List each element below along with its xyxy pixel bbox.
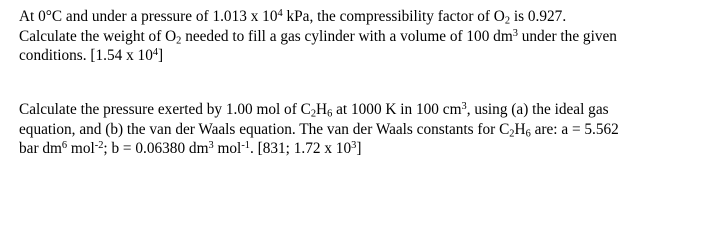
problem-2-line-2: equation, and (b) the van der Waals equation. The van der Waals constants for $C_2H_6$ are: a = 5.562 [19,120,619,139]
problem-2-line-3: bar $dm^6$ mol$^{-2}$; b = 0.06380 $dm^3$ mol$^{-1}$. [831; 1.72 x $10^3$] [19,139,362,157]
problem-1-line-2: Calculate the weight of $O_2$ needed to fill a gas cylinder with a volume of 100 $dm^3$ under the given [19,27,617,46]
problem-2 [19,100,619,159]
problem-1 [19,7,617,66]
problem-2-line-1: Calculate the pressure exerted by 1.00 mol of $C_2H_6$ at 1000 K in 100 $cm^3$, using (a) the ideal gas [19,100,609,120]
problem-1-line-3: conditions. [1.54 x $10^4$] [19,46,164,64]
problem-1-line-1: At 0°C and under a pressure of 1.013 x $10^4$ kPa, the compressibility factor of $O_2$ is 0.927. [19,7,567,27]
